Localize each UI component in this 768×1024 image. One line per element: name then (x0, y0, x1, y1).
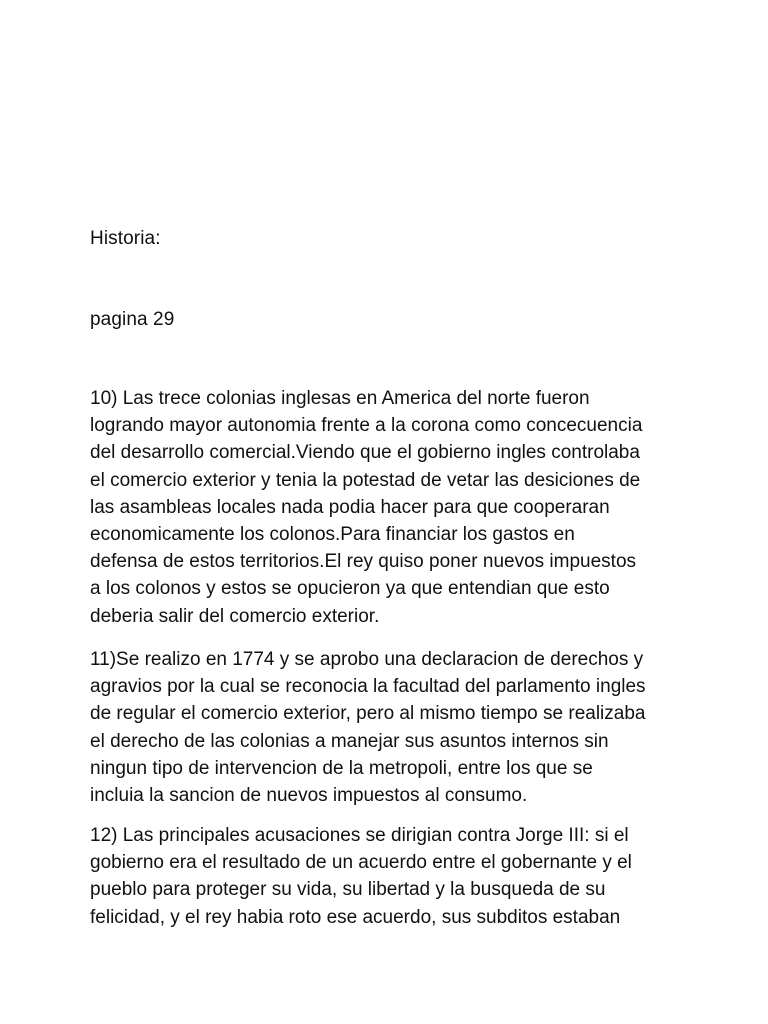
paragraph-line: defensa de estos territorios.El rey quiso poner nuevos impuestos (90, 551, 637, 573)
paragraph-line: las asambleas locales nada podia hacer para que cooperaran (90, 496, 610, 518)
paragraph-line: de regular el comercio exterior, pero al mismo tiempo se realizaba (90, 703, 646, 725)
paragraph-line: gobierno era el resultado de un acuerdo entre el gobernante y el (90, 852, 632, 874)
paragraph-line: a los colonos y estos se opucieron ya que entendian que esto (90, 578, 610, 600)
paragraph-answer-11 (90, 646, 690, 809)
paragraph-line: 12) Las principales acusaciones se dirigian contra Jorge III: si el (90, 825, 629, 846)
paragraph-answer-10 (90, 385, 690, 630)
paragraph-line: felicidad, y el rey habia roto ese acuerdo, sus subditos estaban (90, 906, 621, 928)
paragraph-line: logrando mayor autonomia frente a la corona como concecuencia (90, 415, 643, 437)
paragraph-line: agravios por la cual se reconocia la facultad del parlamento ingles (90, 676, 646, 698)
paragraph-answer-12 (90, 822, 690, 931)
paragraph-line: 10) Las trece colonias inglesas en America del norte fueron (90, 388, 590, 409)
page-reference: pagina 29 (90, 309, 175, 330)
paragraph-line: economicamente los colonos.Para financiar los gastos en (90, 523, 575, 545)
paragraph-line: incluia la sancion de nuevos impuestos al consumo. (90, 784, 528, 806)
document-heading: Historia: (90, 228, 161, 249)
paragraph-line: 11)Se realizo en 1774 y se aprobo una declaracion de derechos y (90, 649, 644, 670)
paragraph-line: el derecho de las colonias a manejar sus asuntos internos sin (90, 730, 609, 752)
paragraph-line: el comercio exterior y tenia la potestad de vetar las desiciones de (90, 469, 641, 491)
paragraph-line: ningun tipo de intervencion de la metropoli, entre los que se (90, 757, 593, 779)
paragraph-line: del desarrollo comercial.Viendo que el gobierno ingles controlaba (90, 442, 640, 464)
paragraph-line: pueblo para proteger su vida, su libertad y la busqueda de su (90, 879, 606, 901)
paragraph-line: deberia salir del comercio exterior. (90, 605, 380, 627)
